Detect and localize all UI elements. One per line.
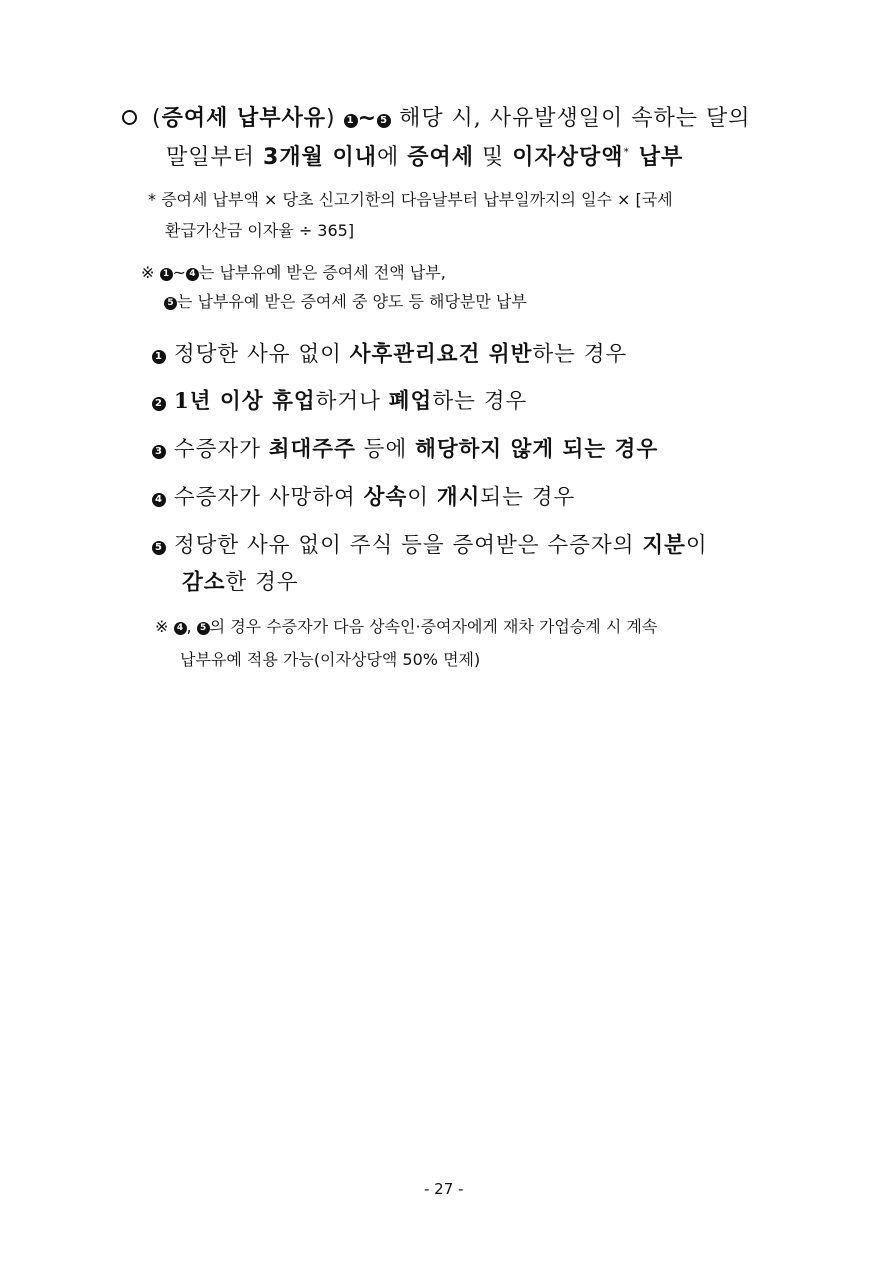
footnote-line-1: * 증여세 납부액 × 당초 신고기한의 다음날부터 납부일까지의 일수 × [국세 <box>148 190 673 209</box>
emphasis-gift-tax: 증여세 <box>407 144 475 170</box>
remark1-line-2 <box>164 289 527 312</box>
text-segment: 에 <box>377 145 408 170</box>
remark1-line-2-tail: 는 납부유예 받은 증여세 중 양도 등 해당분만 납부 <box>177 292 527 311</box>
text-segment: 등에 <box>355 437 416 462</box>
emphasis-interest: 이자상당액 <box>512 144 624 170</box>
range-tilde: ~ <box>172 263 186 282</box>
remark2-line-1-tail: 의 경우 수증자가 다음 상속인·증여자에게 재차 가업승계 시 계속 <box>209 617 658 636</box>
remark1-line-1-tail: 는 납부유예 받은 증여세 전액 납부, <box>198 263 446 282</box>
close-paren: ) <box>326 106 336 131</box>
text-segment: 이 <box>407 485 437 510</box>
remark2-line-2: 납부유예 적용 가능(이자상당액 50% 면제) <box>180 650 481 669</box>
circled-number-icon: 4 <box>174 622 187 635</box>
bullet-line-1 <box>152 101 751 132</box>
bullet-heading: 증여세 납부사유 <box>161 105 327 131</box>
emphasis-text: 해당하지 않게 되는 경우 <box>415 437 659 462</box>
circled-number-icon: 4 <box>152 493 166 507</box>
emphasis-payment: 납부 <box>630 144 684 170</box>
text-segment: 하는 경우 <box>532 342 628 367</box>
footnote-line-2: 환급가산금 이자율 ÷ 365] <box>165 221 355 240</box>
circled-number-icon: 2 <box>152 397 166 411</box>
list-item-continuation <box>182 565 299 596</box>
list-item <box>152 528 708 559</box>
hollow-circle-bullet-icon <box>122 110 137 125</box>
open-paren: ( <box>152 106 162 131</box>
emphasis-text: 폐업 <box>388 389 433 414</box>
circled-number-icon: 5 <box>197 622 210 635</box>
text-segment: 수증자가 사망하여 <box>173 485 364 510</box>
emphasis-text: 지분 <box>642 533 686 558</box>
circled-number-icon: 1 <box>160 268 173 281</box>
circled-number-icon: 1 <box>344 114 358 128</box>
text-segment: 및 <box>474 145 513 170</box>
text-segment: 되는 경우 <box>480 485 576 510</box>
remark1-line-1 <box>141 260 446 283</box>
page-number: - 27 - <box>424 1180 464 1198</box>
text-segment: 수증자가 <box>173 437 269 462</box>
text-segment: 정당한 사유 없이 주식 등을 증여받은 수증자의 <box>173 533 635 558</box>
circled-number-icon: 5 <box>164 297 177 310</box>
emphasis-text: 사후관리요건 위반 <box>349 342 533 367</box>
range-tilde: ~ <box>357 106 378 131</box>
circled-number-icon: 1 <box>152 350 166 364</box>
emphasis-text: 최대주주 <box>268 437 356 462</box>
circled-number-icon: 4 <box>186 268 199 281</box>
bullet-line-1-tail: 해당 시, 사유발생일이 속하는 달의 <box>399 106 751 131</box>
list-item <box>152 337 627 368</box>
emphasis-text: 감소 <box>182 570 226 595</box>
reference-mark: ※ <box>141 263 155 282</box>
emphasis-text: 개시 <box>436 485 481 510</box>
text-segment: 하는 경우 <box>432 389 528 414</box>
text-segment: 정당한 사유 없이 <box>173 342 350 367</box>
text-segment: 하거나 <box>315 389 389 414</box>
list-item <box>152 384 527 415</box>
emphasis-text: 1년 이상 휴업 <box>173 389 316 414</box>
footnote-marker: * <box>623 145 631 159</box>
emphasis-period: 3개월 이내 <box>263 145 377 170</box>
circled-number-icon: 3 <box>152 445 166 459</box>
remark2-line-1 <box>155 614 657 637</box>
separator: , <box>186 617 197 636</box>
text-segment: 이 <box>685 533 708 558</box>
circled-number-icon: 5 <box>377 114 391 128</box>
text-segment: 말일부터 <box>166 145 264 170</box>
text-segment: 한 경우 <box>225 570 299 595</box>
list-item <box>152 480 575 511</box>
emphasis-text: 상속 <box>363 485 408 510</box>
list-item <box>152 432 658 463</box>
bullet-line-2 <box>166 140 683 171</box>
reference-mark: ※ <box>155 617 169 636</box>
circled-number-icon: 5 <box>152 541 166 555</box>
